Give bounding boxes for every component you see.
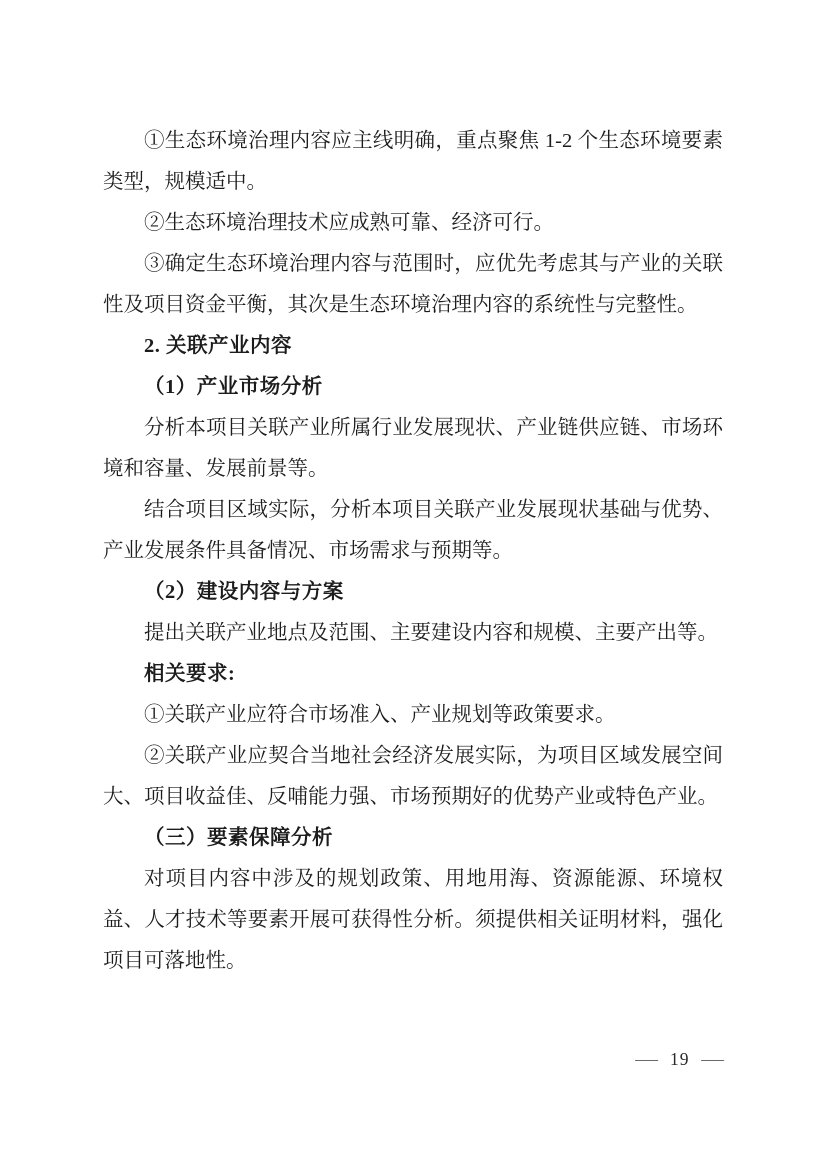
document-body <box>103 121 723 982</box>
page-number-left-dash: — <box>634 1049 659 1069</box>
section-heading: （2）建设内容与方案 <box>144 581 344 603</box>
page-number-value: 19 <box>670 1049 690 1069</box>
body-paragraph: 对项目内容中涉及的规划政策、用地用海、资源能源、环境权益、人才技术等要素开展可获得性分析。须提供相关证明材料，强化项目可落地性。 <box>103 868 723 972</box>
page-number-right-dash: — <box>700 1049 725 1069</box>
section-heading: （三）要素保障分析 <box>144 827 333 849</box>
section-heading: 2. 关联产业内容 <box>144 335 292 357</box>
body-paragraph: ①生态环境治理内容应主线明确，重点聚焦 1-2 个生态环境要素类型，规模适中。 <box>103 130 723 193</box>
body-paragraph: 提出关联产业地点及范围、主要建设内容和规模、主要产出等。 <box>144 622 718 644</box>
body-paragraph: ①关联产业应符合市场准入、产业规划等政策要求。 <box>144 704 616 726</box>
body-paragraph: 分析本项目关联产业所属行业发展现状、产业链供应链、市场环境和容量、发展前景等。 <box>103 417 723 480</box>
body-paragraph: ③确定生态环境治理内容与范围时，应优先考虑其与产业的关联性及项目资金平衡，其次是生态环境治理内容的系统性与完整性。 <box>103 253 723 316</box>
page-number <box>634 1046 725 1072</box>
body-paragraph: ②生态环境治理技术应成熟可靠、经济可行。 <box>144 212 554 234</box>
section-heading: （1）产业市场分析 <box>144 376 323 398</box>
body-paragraph: 结合项目区域实际，分析本项目关联产业发展现状基础与优势、产业发展条件具备情况、市场需求与预期等。 <box>103 499 723 562</box>
section-heading: 相关要求: <box>144 663 236 685</box>
body-paragraph: ②关联产业应契合当地社会经济发展实际，为项目区域发展空间大、项目收益佳、反哺能力强、市场预期好的优势产业或特色产业。 <box>103 745 723 808</box>
